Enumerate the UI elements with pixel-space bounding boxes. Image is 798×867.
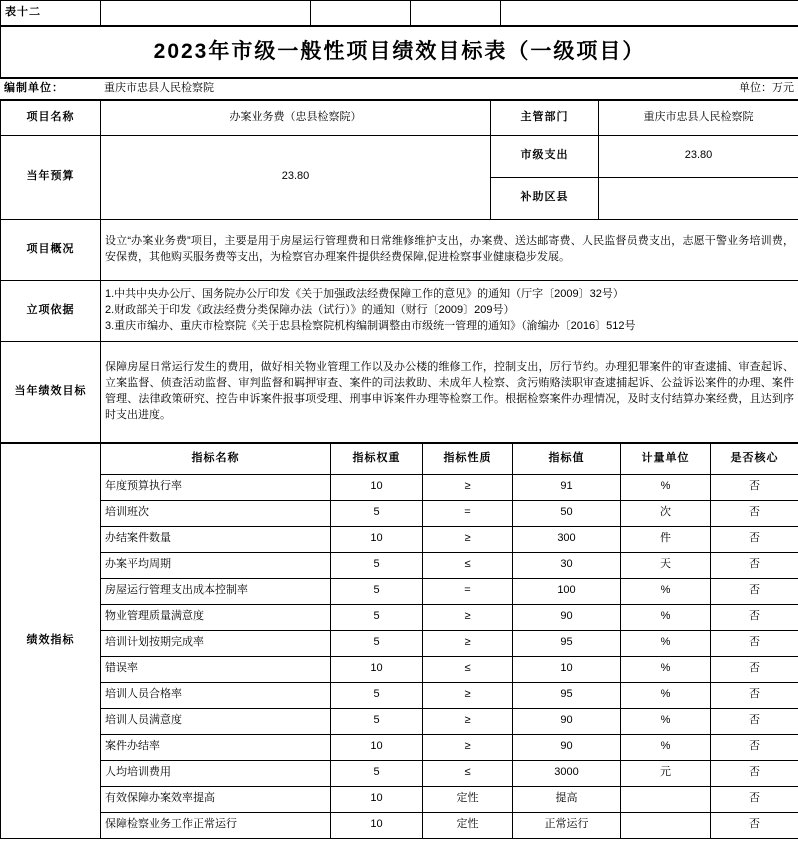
indicator-name: 办结案件数量 xyxy=(101,526,331,552)
indicator-value: 91 xyxy=(513,474,621,500)
indicator-value: 95 xyxy=(513,682,621,708)
city-expense-label: 市级支出 xyxy=(491,135,599,177)
indicator-core: 否 xyxy=(711,604,798,630)
indicator-value: 10 xyxy=(513,656,621,682)
indicator-weight: 5 xyxy=(331,578,423,604)
project-name-label: 项目名称 xyxy=(1,100,101,135)
indicator-weight: 10 xyxy=(331,786,423,812)
overview-label: 项目概况 xyxy=(1,219,101,280)
indicator-name: 错误率 xyxy=(101,656,331,682)
table-row xyxy=(1,630,798,656)
indicator-weight: 10 xyxy=(331,734,423,760)
indicator-weight: 5 xyxy=(331,630,423,656)
col-header-name: 指标名称 xyxy=(101,443,331,474)
indicator-nature: = xyxy=(423,578,513,604)
col-header-weight: 指标权重 xyxy=(331,443,423,474)
spacer-cell xyxy=(311,1,411,26)
indicator-core: 否 xyxy=(711,552,798,578)
indicator-nature: 定性 xyxy=(423,786,513,812)
page-title: 2023年市级一般性项目绩效目标表（一级项目） xyxy=(153,39,646,63)
table-row xyxy=(1,812,798,838)
table-row xyxy=(1,682,798,708)
indicator-weight: 10 xyxy=(331,656,423,682)
authority-label: 主管部门 xyxy=(491,100,599,135)
subsidy-value xyxy=(599,177,798,219)
basis-label: 立项依据 xyxy=(1,280,101,341)
city-expense-value: 23.80 xyxy=(599,135,798,177)
indicators-header-row xyxy=(1,443,798,474)
indicator-nature: ≥ xyxy=(423,630,513,656)
indicator-unit: % xyxy=(621,708,711,734)
indicator-unit: 次 xyxy=(621,500,711,526)
indicator-name: 培训人员满意度 xyxy=(101,708,331,734)
sheet-tag-row xyxy=(1,1,798,26)
prepare-label: 编制单位： xyxy=(0,79,100,100)
indicator-name: 物业管理质量满意度 xyxy=(101,604,331,630)
sheet-tag: 表十二 xyxy=(1,1,101,26)
basis-item: 1.中共中央办公厅、国务院办公厅印发《关于加强政法经费保障工作的意见》的通知（厅字〔2009〕32号） xyxy=(105,288,624,301)
indicator-unit: 件 xyxy=(621,526,711,552)
indicator-core: 否 xyxy=(711,656,798,682)
indicator-name: 房屋运行管理支出成本控制率 xyxy=(101,578,331,604)
indicator-unit: % xyxy=(621,682,711,708)
col-header-nature: 指标性质 xyxy=(423,443,513,474)
target-label: 当年绩效目标 xyxy=(1,341,101,442)
indicator-name: 培训计划按期完成率 xyxy=(101,630,331,656)
spacer-cell xyxy=(101,1,311,26)
indicator-name: 保障检察业务工作正常运行 xyxy=(101,812,331,838)
indicator-value: 90 xyxy=(513,734,621,760)
indicator-value: 300 xyxy=(513,526,621,552)
indicator-value: 90 xyxy=(513,708,621,734)
indicator-nature: 定性 xyxy=(423,812,513,838)
indicators-table xyxy=(0,443,798,839)
indicator-weight: 5 xyxy=(331,604,423,630)
indicator-weight: 10 xyxy=(331,474,423,500)
table-row xyxy=(1,656,798,682)
indicator-core: 否 xyxy=(711,500,798,526)
col-header-value: 指标值 xyxy=(513,443,621,474)
indicator-value: 3000 xyxy=(513,760,621,786)
indicator-core: 否 xyxy=(711,682,798,708)
project-name-value: 办案业务费（忠县检察院） xyxy=(101,100,491,135)
indicator-value: 95 xyxy=(513,630,621,656)
indicator-unit: % xyxy=(621,734,711,760)
indicator-core: 否 xyxy=(711,786,798,812)
budget-label: 当年预算 xyxy=(1,135,101,219)
indicator-weight: 10 xyxy=(331,526,423,552)
indicator-core: 否 xyxy=(711,812,798,838)
indicator-name: 培训人员合格率 xyxy=(101,682,331,708)
indicator-core: 否 xyxy=(711,630,798,656)
table-row xyxy=(1,578,798,604)
table-row xyxy=(1,500,798,526)
indicator-name: 案件办结率 xyxy=(101,734,331,760)
indicator-nature: ≤ xyxy=(423,552,513,578)
table-row xyxy=(1,526,798,552)
indicator-weight: 5 xyxy=(331,760,423,786)
amount-unit: 单位：万元 xyxy=(660,79,798,100)
indicator-core: 否 xyxy=(711,474,798,500)
indicator-weight: 5 xyxy=(331,552,423,578)
indicator-value: 正常运行 xyxy=(513,812,621,838)
indicator-weight: 5 xyxy=(331,708,423,734)
indicator-nature: = xyxy=(423,500,513,526)
indicator-nature: ≥ xyxy=(423,474,513,500)
prepare-row xyxy=(0,79,798,100)
indicator-name: 办案平均周期 xyxy=(101,552,331,578)
authority-value: 重庆市忠县人民检察院 xyxy=(599,100,798,135)
indicator-nature: ≤ xyxy=(423,656,513,682)
indicator-core: 否 xyxy=(711,526,798,552)
indicator-core: 否 xyxy=(711,760,798,786)
indicator-unit: % xyxy=(621,656,711,682)
title-block xyxy=(0,26,798,78)
indicator-value: 100 xyxy=(513,578,621,604)
indicator-core: 否 xyxy=(711,578,798,604)
indicator-nature: ≥ xyxy=(423,734,513,760)
spacer-cell xyxy=(411,1,501,26)
target-text: 保障房屋日常运行发生的费用，做好相关物业管理工作以及办公楼的维修工作，控制支出，厉行节约。办理犯罪案件的审查逮捕、审查起诉、立案监督、侦查活动监督、审判监督和羁押审查、案件的司法救助、未成年人检察、贪污贿赂渎职审查逮捕起诉、公益诉讼案件的办理、案件管理、法律政策研究、控告申诉案件报事项受理、刑事申诉案件办理等检察工作。根据检察案件办理情况，及时支付结算办案经费，且达到序时支出进度。 xyxy=(101,341,798,442)
row-target xyxy=(1,341,798,442)
row-overview xyxy=(1,219,798,280)
indicator-unit: 元 xyxy=(621,760,711,786)
indicator-weight: 10 xyxy=(331,812,423,838)
top-band xyxy=(0,0,798,26)
prepare-value: 重庆市忠县人民检察院 xyxy=(100,79,660,100)
row-budget-city xyxy=(1,135,798,177)
indicator-unit: 天 xyxy=(621,552,711,578)
indicator-unit xyxy=(621,786,711,812)
basis-item: 2.财政部关于印发《政法经费分类保障办法（试行）》的通知（财行〔2009〕209号） xyxy=(105,303,515,316)
overview-text: 设立“办案业务费”项目，主要是用于房屋运行管理费和日常维修维护支出，办案费、送达邮寄费、人民监督员费支出，志愿干警业务培训费，安保费，其他购买服务费等支出，为检察官办理案件提供经费保障,促进检察事业健康稳步发展。 xyxy=(101,219,798,280)
indicator-weight: 5 xyxy=(331,682,423,708)
indicator-unit: % xyxy=(621,474,711,500)
indicator-unit xyxy=(621,812,711,838)
indicator-value: 提高 xyxy=(513,786,621,812)
indicator-value: 90 xyxy=(513,604,621,630)
prepare-block xyxy=(0,78,798,100)
main-info-table xyxy=(0,100,798,443)
indicator-nature: ≥ xyxy=(423,526,513,552)
indicator-unit: % xyxy=(621,630,711,656)
title-row xyxy=(1,27,798,78)
spacer-cell xyxy=(501,1,798,26)
table-row xyxy=(1,552,798,578)
indicator-unit: % xyxy=(621,604,711,630)
col-header-core: 是否核心 xyxy=(711,443,798,474)
indicator-name: 年度预算执行率 xyxy=(101,474,331,500)
indicator-nature: ≤ xyxy=(423,760,513,786)
indicator-name: 培训班次 xyxy=(101,500,331,526)
col-header-unit: 计量单位 xyxy=(621,443,711,474)
indicator-unit: % xyxy=(621,578,711,604)
indicator-nature: ≥ xyxy=(423,682,513,708)
table-row xyxy=(1,604,798,630)
indicators-section-label: 绩效指标 xyxy=(1,443,101,838)
indicator-weight: 5 xyxy=(331,500,423,526)
indicator-core: 否 xyxy=(711,734,798,760)
indicator-value: 30 xyxy=(513,552,621,578)
basis-item: 3.重庆市编办、重庆市检察院《关于忠县检察院机构编制调整由市级统一管理的通知》（渝编办〔2016〕512号 xyxy=(105,319,636,332)
subsidy-label: 补助区县 xyxy=(491,177,599,219)
table-row xyxy=(1,760,798,786)
row-project-name xyxy=(1,100,798,135)
indicator-value: 50 xyxy=(513,500,621,526)
indicator-nature: ≥ xyxy=(423,604,513,630)
indicator-name: 有效保障办案效率提高 xyxy=(101,786,331,812)
table-row xyxy=(1,708,798,734)
indicator-name: 人均培训费用 xyxy=(101,760,331,786)
indicator-nature: ≥ xyxy=(423,708,513,734)
basis-list xyxy=(101,280,798,341)
row-basis xyxy=(1,280,798,341)
table-row xyxy=(1,474,798,500)
table-row xyxy=(1,734,798,760)
budget-value: 23.80 xyxy=(101,135,491,219)
table-row xyxy=(1,786,798,812)
indicator-core: 否 xyxy=(711,708,798,734)
